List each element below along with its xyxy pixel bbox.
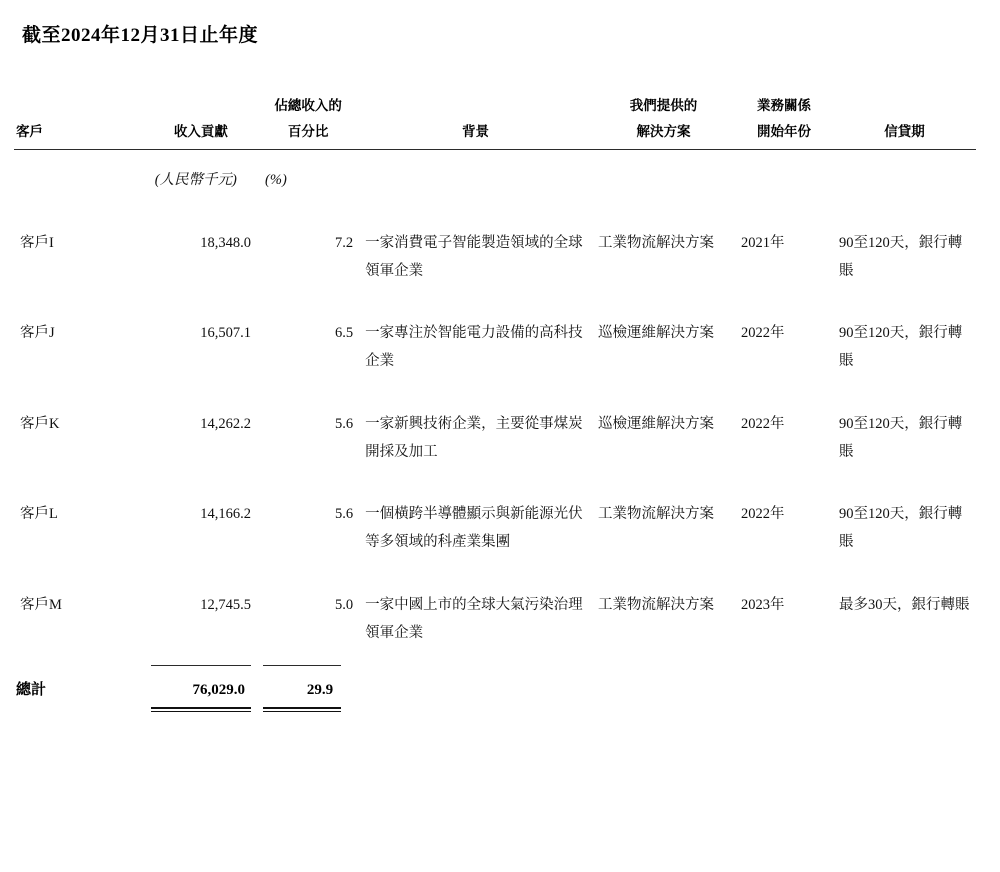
table-row xyxy=(14,575,976,666)
column-header-background: 背景 xyxy=(359,93,592,150)
cell-background: 一家消費電子智能製造領域的全球領軍企業 xyxy=(365,234,583,279)
total-empty-bg xyxy=(359,666,592,707)
cell-solution: 工業物流解決方案 xyxy=(597,234,714,251)
cell-background: 一個橫跨半導體顯示與新能源光伏等多領域的科產業集團 xyxy=(365,506,583,551)
table-row xyxy=(14,394,976,485)
table-row xyxy=(14,303,976,394)
units-empty xyxy=(14,150,145,213)
units-row xyxy=(14,150,976,213)
cell-customer: 客戶J xyxy=(20,325,55,342)
cell-background: 一家專注於智能電力設備的高科技企業 xyxy=(365,325,583,370)
cell-background: 一家新興技術企業，主要從事煤炭開採及加工 xyxy=(365,415,583,460)
cell-credit: 最多30天，銀行轉賬 xyxy=(838,596,970,613)
total-label: 總計 xyxy=(16,682,47,699)
column-header-solution: 我們提供的 解決方案 xyxy=(592,93,735,150)
total-empty-year xyxy=(735,666,833,707)
total-revenue: 76,029.0 xyxy=(192,682,246,699)
cell-solution: 工業物流解決方案 xyxy=(597,506,714,523)
cell-revenue: 12,745.5 xyxy=(200,596,252,613)
cell-percentage: 5.0 xyxy=(335,596,354,613)
column-header-revenue-contribution: 收入貢獻 xyxy=(145,93,257,150)
units-revenue: (人民幣千元) xyxy=(154,172,237,189)
major-customers-table xyxy=(14,93,976,713)
total-percentage: 29.9 xyxy=(306,682,334,699)
cell-percentage: 6.5 xyxy=(335,325,354,342)
table-body xyxy=(14,150,976,714)
cell-credit: 90至120天，銀行轉賬 xyxy=(838,506,963,551)
dbl-empty-customer xyxy=(14,707,145,713)
cell-revenue: 14,166.2 xyxy=(200,506,252,523)
cell-year: 2022年 xyxy=(740,506,785,523)
column-header-credit-term: 信貸期 xyxy=(833,93,976,150)
cell-background: 一家中國上市的全球大氣污染治理領軍企業 xyxy=(365,596,583,641)
cell-revenue: 16,507.1 xyxy=(200,325,252,342)
column-header-relationship-year: 業務關係 開始年份 xyxy=(735,93,833,150)
total-empty-sol xyxy=(592,666,735,707)
table-row xyxy=(14,213,976,304)
dbl-empty-bg xyxy=(359,707,592,713)
table-row xyxy=(14,484,976,575)
units-empty-bg xyxy=(359,150,592,213)
units-empty-year xyxy=(735,150,833,213)
page-title: 截至2024年12月31日止年度 xyxy=(22,25,259,46)
total-row xyxy=(14,666,976,707)
cell-revenue: 14,262.2 xyxy=(200,415,252,432)
cell-revenue: 18,348.0 xyxy=(200,234,252,251)
dbl-empty-sol xyxy=(592,707,735,713)
dbl-empty-year xyxy=(735,707,833,713)
cell-credit: 90至120天，銀行轉賬 xyxy=(838,234,963,279)
cell-year: 2022年 xyxy=(740,325,785,342)
cell-percentage: 5.6 xyxy=(335,506,354,523)
cell-solution: 巡檢運維解決方案 xyxy=(597,415,714,432)
cell-year: 2021年 xyxy=(740,234,785,251)
column-header-customer: 客戶 xyxy=(14,93,145,150)
cell-solution: 巡檢運維解決方案 xyxy=(597,325,714,342)
cell-credit: 90至120天，銀行轉賬 xyxy=(838,415,963,460)
cell-customer: 客戶M xyxy=(20,596,62,613)
cell-percentage: 7.2 xyxy=(335,234,354,251)
dbl-empty-credit xyxy=(833,707,976,713)
cell-customer: 客戶L xyxy=(20,506,58,523)
total-double-rule-row xyxy=(14,707,976,713)
cell-credit: 90至120天，銀行轉賬 xyxy=(838,325,963,370)
units-empty-sol xyxy=(592,150,735,213)
cell-solution: 工業物流解決方案 xyxy=(597,596,714,613)
total-empty-credit xyxy=(833,666,976,707)
dbl-rule-percentage xyxy=(257,707,359,713)
cell-year: 2022年 xyxy=(740,415,785,432)
cell-year: 2023年 xyxy=(740,596,785,613)
units-empty-credit xyxy=(833,150,976,213)
table-header xyxy=(14,93,976,150)
cell-percentage: 5.6 xyxy=(335,415,354,432)
dbl-rule-revenue xyxy=(145,707,257,713)
cell-customer: 客戶K xyxy=(20,415,60,432)
units-percentage: (%) xyxy=(265,172,287,189)
column-header-percentage: 佔總收入的 百分比 xyxy=(257,93,359,150)
cell-customer: 客戶I xyxy=(20,234,54,251)
